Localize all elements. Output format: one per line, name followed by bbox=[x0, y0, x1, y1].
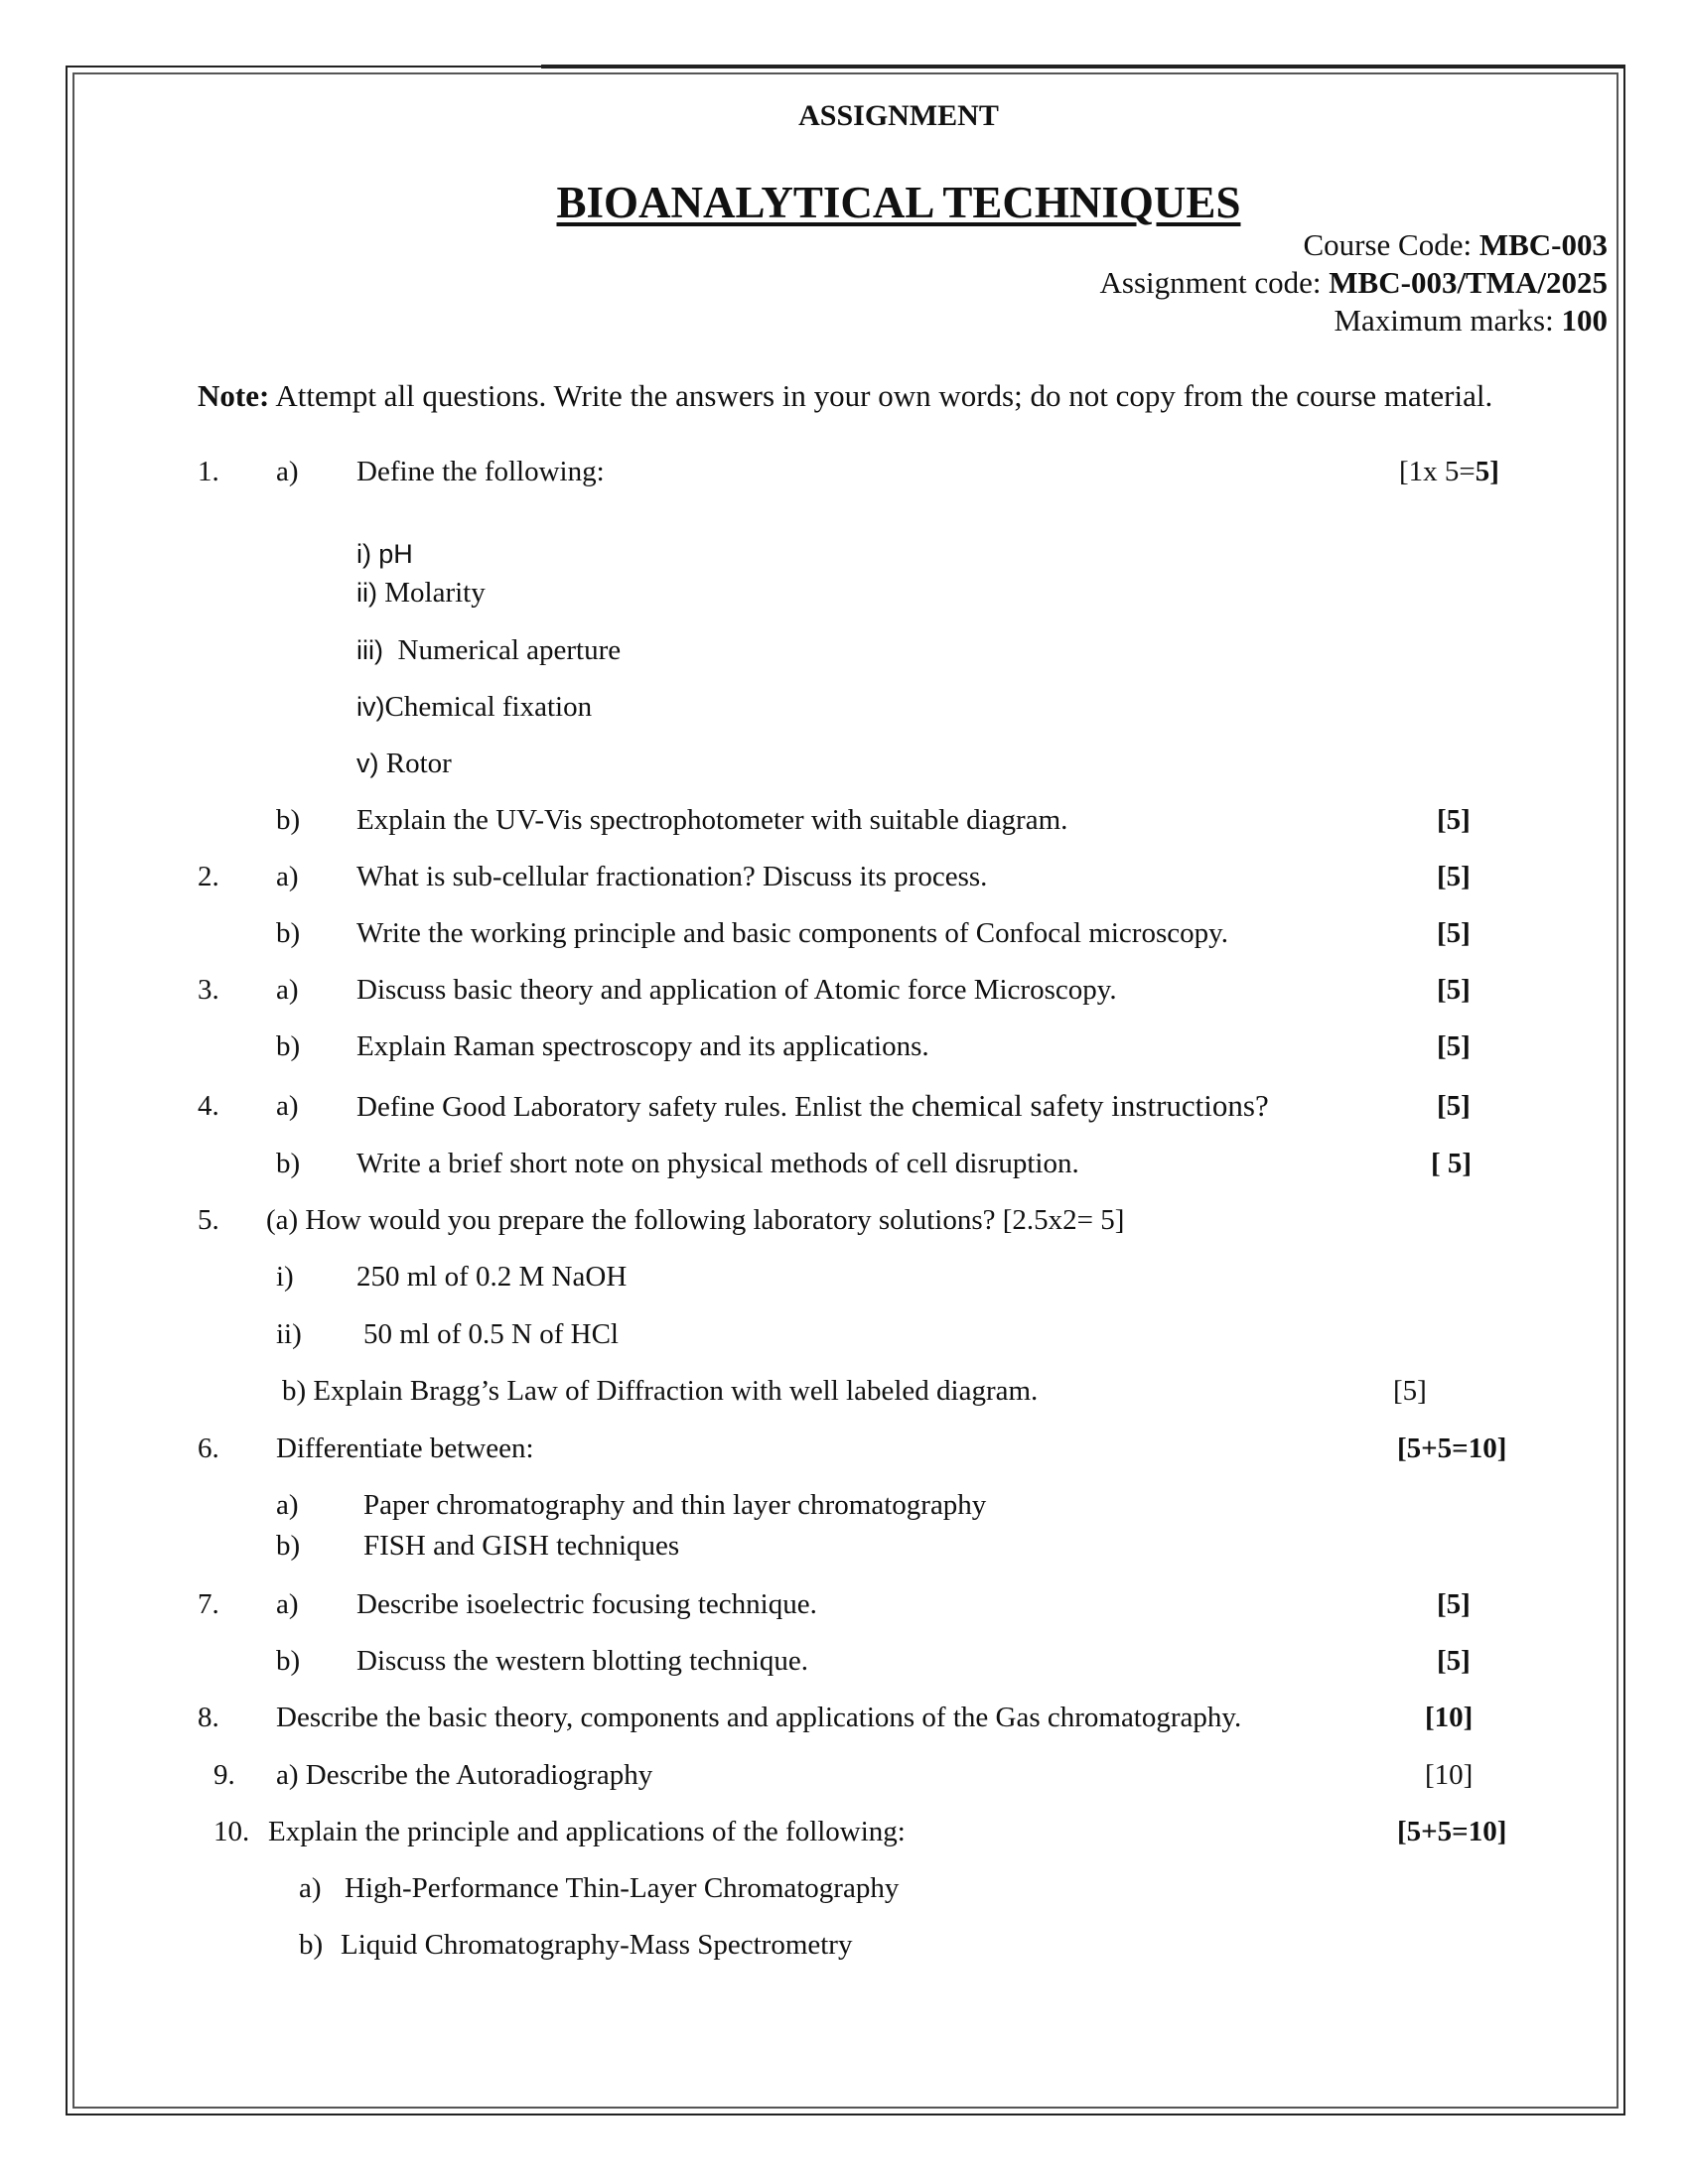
question-5b-text: b) Explain Bragg’s Law of Diffraction with well labeled diagram. bbox=[282, 1375, 1039, 1407]
question-1a-text: Define the following: bbox=[356, 456, 605, 487]
question-2b-marks: [5] bbox=[1437, 917, 1471, 949]
question-10-marks: [5+5=10] bbox=[1397, 1816, 1507, 1847]
question-2b-label: b) bbox=[276, 917, 301, 949]
list-item: 50 ml of 0.5 N of HCl bbox=[363, 1318, 619, 1350]
question-8-marks: [10] bbox=[1425, 1702, 1474, 1733]
question-4b-marks: [ 5] bbox=[1431, 1148, 1473, 1179]
question-2a-text: What is sub-cellular fractionation? Discuss its process. bbox=[356, 861, 988, 892]
list-item-number: ii) bbox=[276, 1318, 302, 1350]
assignment-code-value: MBC-003/TMA/2025 bbox=[1329, 265, 1608, 300]
question-6-marks: [5+5=10] bbox=[1397, 1433, 1507, 1464]
note-text: Attempt all questions. Write the answers in your own words; do not copy from the course material. bbox=[269, 378, 1493, 413]
assignment-code: Assignment code: MBC-003/TMA/2025 bbox=[1099, 265, 1608, 300]
maximum-marks-value: 100 bbox=[1561, 303, 1608, 338]
question-1a-label: a) bbox=[276, 456, 299, 487]
list-item: i) pH bbox=[356, 539, 413, 569]
assignment-heading: ASSIGNMENT bbox=[798, 99, 999, 132]
question-10-number: 10. bbox=[213, 1816, 250, 1847]
question-7b-label: b) bbox=[276, 1645, 301, 1677]
question-1b-label: b) bbox=[276, 804, 301, 836]
question-7a-text: Describe isoelectric focusing technique. bbox=[356, 1588, 817, 1620]
question-6b-text: FISH and GISH techniques bbox=[363, 1530, 680, 1562]
question-7b-marks: [5] bbox=[1437, 1645, 1471, 1677]
question-8-text: Describe the basic theory, components and applications of the Gas chromatography. bbox=[276, 1702, 1242, 1733]
maximum-marks: Maximum marks: 100 bbox=[1334, 303, 1608, 338]
list-item-number: i) bbox=[276, 1261, 294, 1293]
question-2-number: 2. bbox=[198, 861, 219, 892]
question-7-number: 7. bbox=[198, 1588, 219, 1620]
question-4b-label: b) bbox=[276, 1148, 301, 1179]
question-3a-text: Discuss basic theory and application of Atomic force Microscopy. bbox=[356, 974, 1117, 1006]
question-10b-text: Liquid Chromatography-Mass Spectrometry bbox=[341, 1929, 853, 1961]
question-3b-label: b) bbox=[276, 1030, 301, 1062]
question-4b-text: Write a brief short note on physical methods of cell disruption. bbox=[356, 1148, 1079, 1179]
question-9-marks: [10] bbox=[1425, 1759, 1474, 1791]
question-1a-marks: [1x 5=5] bbox=[1399, 456, 1499, 487]
question-4-number: 4. bbox=[198, 1090, 219, 1122]
question-4a-marks: [5] bbox=[1437, 1090, 1471, 1122]
question-3a-label: a) bbox=[276, 974, 299, 1006]
question-6-number: 6. bbox=[198, 1433, 219, 1464]
list-item: ii) Molarity bbox=[356, 577, 486, 609]
question-9-number: 9. bbox=[213, 1759, 235, 1791]
question-4a-label: a) bbox=[276, 1090, 299, 1122]
list-item: v) Rotor bbox=[356, 748, 452, 779]
list-item: 250 ml of 0.2 M NaOH bbox=[356, 1261, 628, 1293]
question-2b-text: Write the working principle and basic components of Confocal microscopy. bbox=[356, 917, 1228, 949]
question-5a-text: (a) How would you prepare the following laboratory solutions? [2.5x2= 5] bbox=[266, 1204, 1125, 1236]
question-3a-marks: [5] bbox=[1437, 974, 1471, 1006]
page-title: BIOANALYTICAL TECHNIQUES bbox=[556, 178, 1241, 227]
question-5-number: 5. bbox=[198, 1204, 219, 1236]
question-1-number: 1. bbox=[198, 456, 219, 487]
question-5b-marks: [5] bbox=[1393, 1375, 1427, 1407]
page-border-accent bbox=[541, 65, 1625, 68]
question-3b-marks: [5] bbox=[1437, 1030, 1471, 1062]
question-6a-label: a) bbox=[276, 1489, 299, 1521]
note-label: Note: bbox=[198, 378, 270, 413]
question-1b-marks: [5] bbox=[1437, 804, 1471, 836]
list-item: iii) Numerical aperture bbox=[356, 634, 622, 666]
question-1b-text: Explain the UV-Vis spectrophotometer with suitable diagram. bbox=[356, 804, 1068, 836]
question-6a-text: Paper chromatography and thin layer chromatography bbox=[363, 1489, 987, 1521]
question-8-number: 8. bbox=[198, 1702, 219, 1733]
question-2a-marks: [5] bbox=[1437, 861, 1471, 892]
question-10b-label: b) bbox=[299, 1929, 324, 1961]
question-2a-label: a) bbox=[276, 861, 299, 892]
question-6b-label: b) bbox=[276, 1530, 301, 1562]
question-10a-label: a) bbox=[299, 1872, 322, 1904]
question-6-text: Differentiate between: bbox=[276, 1433, 534, 1464]
question-3-number: 3. bbox=[198, 974, 219, 1006]
list-item: iv)Chemical fixation bbox=[356, 691, 593, 723]
question-9-text: a) Describe the Autoradiography bbox=[276, 1759, 653, 1791]
question-7a-label: a) bbox=[276, 1588, 299, 1620]
course-code: Course Code: MBC-003 bbox=[1303, 227, 1608, 262]
question-4a-text: Define Good Laboratory safety rules. Enlist the chemical safety instructions? bbox=[356, 1088, 1269, 1123]
question-7a-marks: [5] bbox=[1437, 1588, 1471, 1620]
course-code-value: MBC-003 bbox=[1478, 227, 1608, 262]
question-10a-text: High-Performance Thin-Layer Chromatography bbox=[345, 1872, 900, 1904]
question-7b-text: Discuss the western blotting technique. bbox=[356, 1645, 809, 1677]
instructions-note bbox=[198, 379, 1492, 413]
question-3b-text: Explain Raman spectroscopy and its applications. bbox=[356, 1030, 929, 1062]
question-10-text: Explain the principle and applications of the following: bbox=[268, 1816, 906, 1847]
